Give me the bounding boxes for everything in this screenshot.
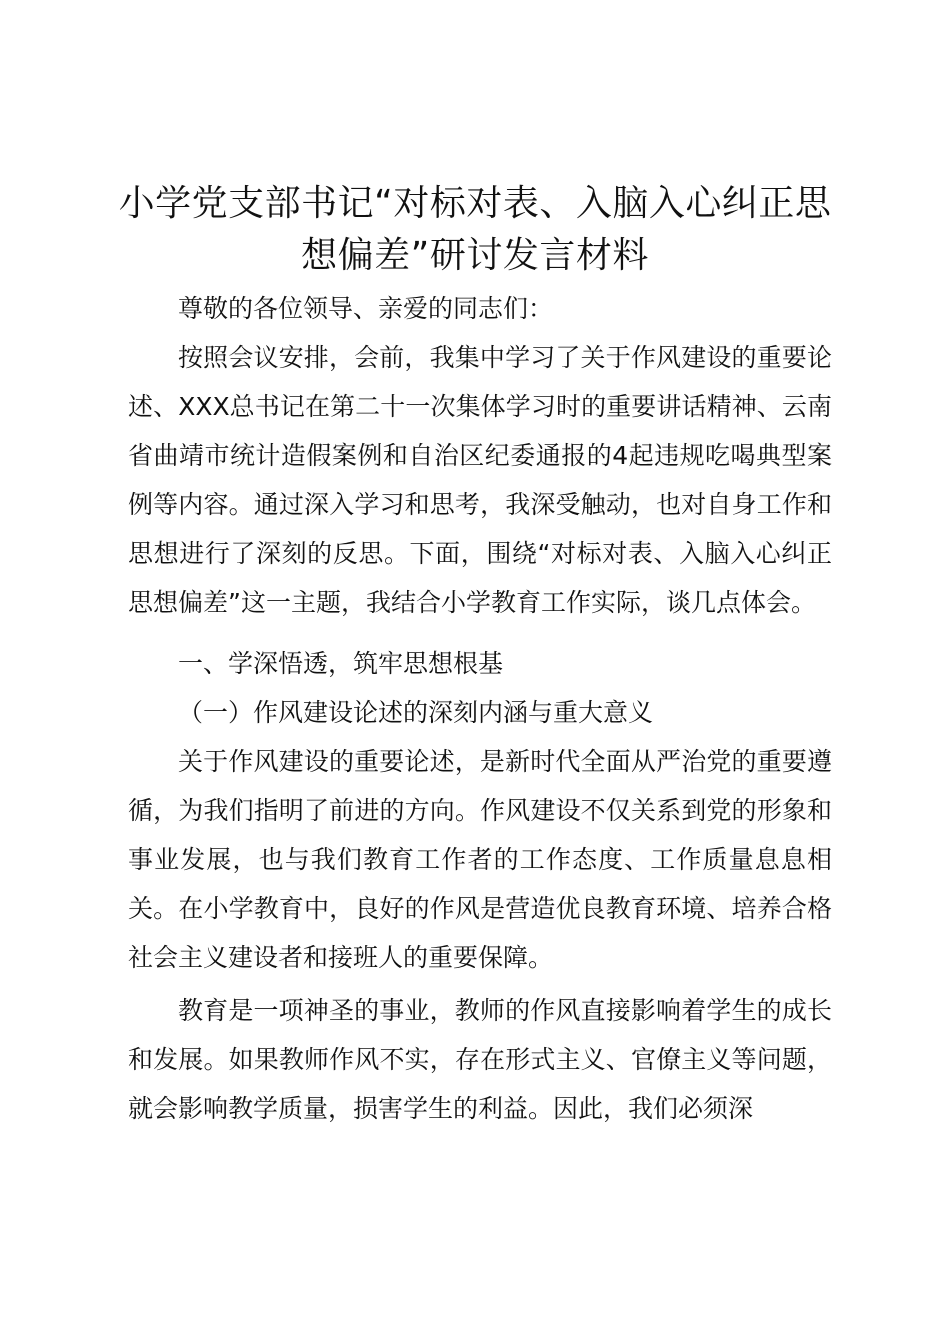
- body-paragraph-2: 教育是一项神圣的事业，教师的作风直接影响着学生的成长和发展。如果教师作风不实，存在形式主义、官僚主义等问题，就会影响教学质量，损害学生的利益。因此，我们必须深: [128, 996, 832, 1123]
- document-title: 小学党支部书记“对标对表、入脑入心纠正思想偏差”研讨发言材料: [118, 183, 832, 276]
- section-heading-1: 一、学深悟透，筑牢思想根基: [178, 649, 504, 678]
- subsection-heading-1: （一）作风建设论述的深刻内涵与重大意义: [178, 698, 654, 727]
- body-paragraph-1: 关于作风建设的重要论述，是新时代全面从严治党的重要遵循，为我们指明了前进的方向。作风建设不仅关系到党的形象和事业发展，也与我们教育工作者的工作态度、工作质量息息相关。在小学教育中，良好的作风是营造优良教育环境、培养合格社会主义建设者和接班人的重要保障。: [128, 747, 832, 972]
- salutation: 尊敬的各位领导、亲爱的同志们：: [178, 294, 554, 323]
- intro-paragraph: 按照会议安排，会前，我集中学习了关于作风建设的重要论述、XXX总书记在第二十一次集体学习时的重要讲话精神、云南省曲靖市统计造假案例和自治区纪委通报的4起违规吃喝典型案例等内容。通过深入学习和思考，我深受触动，也对自身工作和思想进行了深刻的反思。下面，围绕“对标对表、入脑入心纠正思想偏差”这一主题，我结合小学教育工作实际，谈几点体会。: [128, 343, 832, 617]
- document-body: [128, 284, 832, 1133]
